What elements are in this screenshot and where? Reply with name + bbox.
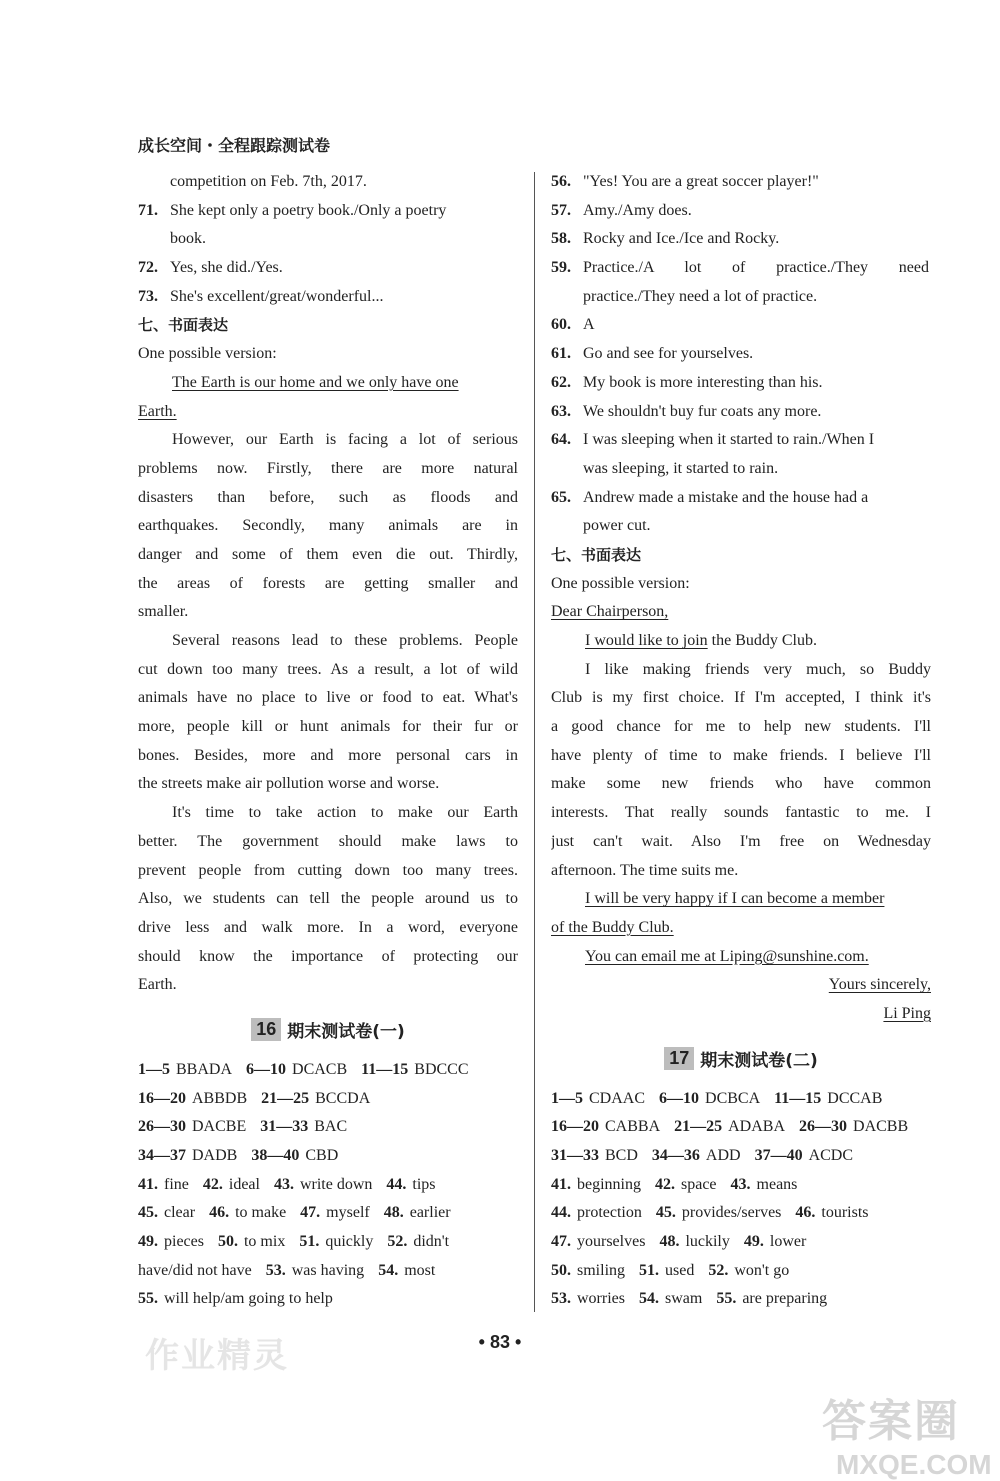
answer-row: [551, 1113, 931, 1142]
answer-line: [551, 197, 931, 226]
answer-line: [138, 225, 518, 254]
left-column: [138, 168, 518, 1314]
answer-range: 52.: [387, 1233, 408, 1251]
answer-row: [138, 1142, 518, 1171]
answer-text: practice./They need a lot of practice.: [583, 287, 818, 305]
answer-item: [655, 1171, 717, 1200]
answer-item: [387, 1228, 449, 1257]
answer-range: 31—33: [260, 1118, 309, 1136]
letter-line: make some new friends who have common: [551, 775, 931, 793]
answer-range: 44.: [551, 1204, 571, 1222]
section-number: 16: [251, 1018, 281, 1041]
answer-value: BAC: [314, 1118, 348, 1136]
possible-version: One possible version:: [551, 574, 690, 592]
essay-line: better. The government should make laws to: [138, 832, 518, 850]
answer-item: [774, 1085, 882, 1114]
answer-row: [138, 1199, 518, 1228]
answer-range: 11—15: [774, 1089, 822, 1107]
answer-range: 41.: [138, 1175, 158, 1193]
answer-range: 46.: [795, 1204, 816, 1222]
right-column: [551, 168, 931, 1314]
answer-item: [138, 1142, 237, 1171]
answer-item: [731, 1171, 798, 1200]
answer-item: [300, 1199, 370, 1228]
answer-item: [551, 1257, 625, 1286]
answer-item: [708, 1257, 789, 1286]
answer-line: [551, 225, 931, 254]
answer-row: [138, 1228, 518, 1257]
essay-title-cont: [138, 398, 518, 427]
answer-row: [138, 1113, 518, 1142]
watermark-text: 作业精灵: [145, 1336, 289, 1376]
answer-item: [639, 1257, 694, 1286]
writing-heading: 七、书面表达: [551, 545, 642, 564]
answer-item: [551, 1228, 645, 1257]
answer-item: [639, 1285, 702, 1314]
answer-range: 21—25: [674, 1118, 723, 1136]
answer-value: to make: [235, 1204, 287, 1222]
answer-row: [138, 1285, 518, 1314]
answer-row: [138, 1056, 518, 1085]
answer-range: 55.: [716, 1290, 737, 1308]
answer-item: [716, 1285, 827, 1314]
answer-item: [138, 1228, 204, 1257]
section-17-title: [551, 1041, 931, 1077]
email-text: You can email me at Liping@sunshine.com.: [585, 947, 869, 965]
sign-off-text: Yours sincerely,: [828, 976, 931, 994]
answer-range: 1—5: [138, 1060, 170, 1078]
answer-item: [203, 1171, 260, 1200]
answer-line: [551, 398, 931, 427]
answer-value: means: [756, 1175, 798, 1193]
letter-closing-cont: [551, 914, 931, 943]
letter-line: just can't wait. Also I'm free on Wednesday: [551, 832, 931, 850]
essay-line: Also, we students can tell the people around us to: [138, 890, 518, 908]
answer-item: [652, 1142, 741, 1171]
question-number: 72.: [138, 259, 158, 277]
answer-item: [378, 1257, 435, 1286]
answer-item: [674, 1113, 785, 1142]
answer-value: didn't: [413, 1233, 450, 1251]
answer-value: myself: [326, 1204, 370, 1222]
section-title-text: 期末测试卷(一): [287, 1022, 405, 1043]
essay-line: should know the importance of protecting our: [138, 947, 518, 965]
answer-text: "Yes! You are a great soccer player!": [583, 173, 819, 190]
answer-line: [138, 168, 518, 197]
answer-value: space: [681, 1175, 717, 1193]
question-number: 71.: [138, 201, 158, 219]
essay-line: the streets make air pollution worse and worse.: [138, 775, 440, 793]
answer-range: 50.: [551, 1261, 571, 1279]
answer-item: [551, 1113, 660, 1142]
answer-item: [299, 1228, 373, 1257]
answer-line: [551, 168, 931, 197]
answer-value: luckily: [685, 1233, 730, 1251]
answer-line: [551, 340, 931, 369]
answer-range: 26—30: [138, 1118, 186, 1136]
answer-range: 51.: [639, 1261, 660, 1279]
answer-text: Amy./Amy does.: [583, 201, 692, 219]
answer-range: 45.: [655, 1204, 676, 1222]
answer-value: CDAAC: [589, 1089, 646, 1107]
answer-text: She kept only a poetry book./Only a poetry: [170, 201, 447, 219]
answer-value: BDCCC: [414, 1060, 469, 1078]
question-number: 56.: [551, 173, 571, 190]
email-line: [551, 943, 931, 972]
essay-line: animals have no place to live or food to eat. What's: [138, 689, 518, 707]
answer-text: My book is more interesting than his.: [583, 373, 823, 391]
essay-line: prevent people from cutting down too many trees.: [138, 861, 518, 879]
answer-value: ABBDB: [192, 1089, 248, 1107]
answer-range: 1—5: [551, 1089, 583, 1107]
answer-item: [659, 1228, 729, 1257]
answer-text: I was sleeping when it started to rain./When I: [583, 431, 875, 449]
answer-range: 6—10: [659, 1089, 700, 1107]
letter-opening-rest: the Buddy Club.: [707, 632, 817, 649]
answer-range: 48.: [383, 1204, 404, 1222]
answer-item: [755, 1142, 853, 1171]
essay-line: more, people kill or hunt animals for their fur or: [138, 718, 518, 736]
signature-text: Li Ping: [883, 1004, 931, 1022]
answer-value: was having: [291, 1261, 365, 1279]
answer-range: 45.: [138, 1204, 158, 1222]
answer-value: swam: [664, 1290, 703, 1308]
answer-value: clear: [164, 1204, 196, 1222]
answer-value: have/did not have: [138, 1261, 252, 1279]
letter-line: Club is my first choice. If I'm accepted, I think it's: [551, 689, 931, 707]
essay-line: drive less and walk more. In a word, everyone: [138, 918, 518, 936]
logo-text: 答案圈: [822, 1396, 960, 1447]
answer-value: DCACB: [292, 1060, 348, 1078]
answer-value: ADABA: [728, 1118, 786, 1136]
answer-item: [361, 1056, 468, 1085]
question-number: 60.: [551, 316, 571, 334]
salutation: [551, 598, 931, 627]
answer-range: 16—20: [551, 1118, 599, 1136]
section-title-text: 期末测试卷(二): [700, 1051, 818, 1072]
answer-value: yourselves: [577, 1233, 646, 1251]
answer-item: [138, 1199, 195, 1228]
answer-range: 54.: [378, 1261, 399, 1279]
answer-line: [551, 512, 931, 541]
answer-item: [138, 1113, 246, 1142]
answer-value: fine: [164, 1175, 189, 1193]
question-number: 63.: [551, 402, 571, 420]
answer-item: [266, 1257, 364, 1286]
essay-title: [138, 369, 518, 398]
answer-value: DCCAB: [827, 1089, 883, 1107]
answer-row: [138, 1085, 518, 1114]
answer-value: CABBA: [605, 1118, 661, 1136]
answer-item: [138, 1085, 247, 1114]
essay-line: cut down too many trees. As a result, a lot of wild: [138, 660, 518, 678]
answer-line: [551, 484, 931, 513]
answer-item: [744, 1228, 806, 1257]
answer-item: [386, 1171, 435, 1200]
question-number: 62.: [551, 373, 571, 391]
essay-line: the areas of forests are getting smaller and: [138, 574, 518, 592]
answer-range: 48.: [659, 1233, 680, 1251]
essay-line: However, our Earth is facing a lot of serious: [172, 431, 518, 449]
page-number: • 83 •: [478, 1332, 522, 1352]
answer-range: 53.: [265, 1261, 286, 1279]
answer-value: DADB: [192, 1147, 238, 1164]
answer-item: [138, 1056, 232, 1085]
book-header: 成长空间・全程跟踪测试卷: [138, 136, 331, 155]
answer-range: 42.: [202, 1175, 223, 1193]
answer-value: BCD: [605, 1147, 638, 1164]
answer-value: provides/serves: [681, 1204, 782, 1222]
answer-item: [551, 1285, 625, 1314]
answer-value: DACBE: [192, 1118, 247, 1136]
letter-opening-ul: I would like to join: [585, 632, 708, 649]
answer-range: 6—10: [246, 1060, 287, 1078]
closing-text: of the Buddy Club.: [551, 918, 674, 936]
answer-row: [551, 1285, 931, 1314]
answer-value: BCCDA: [315, 1089, 371, 1107]
answer-range: 55.: [138, 1290, 158, 1308]
answer-range: 44.: [386, 1175, 407, 1193]
answer-item: [384, 1199, 451, 1228]
answer-item: [659, 1085, 760, 1114]
answer-text: competition on Feb. 7th, 2017.: [170, 173, 367, 190]
answer-text: A: [583, 316, 595, 334]
answer-range: 41.: [551, 1175, 571, 1193]
answer-item: [260, 1113, 347, 1142]
answer-range: 43.: [273, 1175, 294, 1193]
answer-text: Rocky and Ice./Ice and Rocky.: [583, 230, 780, 248]
answer-item: [218, 1228, 285, 1257]
essay-line: bones. Besides, more and more personal cars in: [138, 746, 518, 764]
answer-range: 37—40: [754, 1147, 803, 1164]
answer-value: worries: [577, 1290, 625, 1308]
site-logo: [822, 1385, 992, 1481]
section-number: 17: [664, 1047, 694, 1070]
answer-item: [138, 1285, 333, 1314]
answer-range: 51.: [299, 1233, 320, 1251]
answer-range: 52.: [708, 1261, 729, 1279]
answer-item: [551, 1085, 645, 1114]
answer-value: beginning: [577, 1175, 641, 1193]
answer-value: CBD: [305, 1147, 339, 1164]
answer-range: 54.: [638, 1290, 659, 1308]
answer-value: earlier: [409, 1204, 451, 1222]
answer-text: Yes, she did./Yes.: [170, 259, 283, 277]
signature: [551, 1000, 931, 1029]
letter-line: I like making friends very much, so Buddy: [585, 660, 931, 678]
answer-line: [138, 197, 518, 226]
answer-row: [551, 1142, 931, 1171]
answer-row: [551, 1228, 931, 1257]
question-number: 58.: [551, 230, 571, 248]
answer-range: 49.: [743, 1233, 764, 1251]
answer-range: 47.: [300, 1204, 321, 1222]
answer-range: 46.: [209, 1204, 230, 1222]
answer-row: [551, 1199, 931, 1228]
answer-line: [551, 426, 931, 455]
answer-range: 47.: [551, 1233, 571, 1251]
answer-row: [551, 1257, 931, 1286]
answer-item: [209, 1199, 286, 1228]
essay-line: Earth.: [138, 976, 177, 994]
letter-line: afternoon. The time suits me.: [551, 861, 739, 879]
answer-item: [551, 1199, 642, 1228]
answer-item: [246, 1056, 347, 1085]
logo-url: MXQE.COM: [836, 1449, 992, 1480]
answer-item: [795, 1199, 868, 1228]
question-number: 59.: [551, 259, 571, 277]
letter-line: a good chance for me to help new students. I'll: [551, 718, 931, 736]
essay-title-text: Earth.: [138, 402, 177, 420]
answer-item: [261, 1085, 370, 1114]
answer-range: 43.: [730, 1175, 751, 1193]
essay-line: smaller.: [138, 603, 189, 621]
answer-range: 53.: [551, 1290, 571, 1308]
answer-range: 38—40: [251, 1147, 300, 1164]
answer-value: to mix: [243, 1233, 286, 1251]
answer-value: are preparing: [742, 1290, 828, 1308]
answer-item: [799, 1113, 908, 1142]
question-number: 73.: [138, 287, 158, 305]
answer-item: [138, 1171, 189, 1200]
answer-value: protection: [577, 1204, 642, 1222]
answer-range: 50.: [217, 1233, 238, 1251]
answer-text: We shouldn't buy fur coats any more.: [583, 402, 822, 420]
answer-value: pieces: [164, 1233, 204, 1251]
answer-value: ADD: [705, 1147, 741, 1164]
question-number: 61.: [551, 345, 571, 363]
answer-row: [138, 1171, 518, 1200]
answer-text: Andrew made a mistake and the house had a: [583, 488, 869, 506]
answer-line: [551, 283, 931, 312]
answer-range: 31—33: [551, 1147, 599, 1164]
answer-row: [138, 1257, 518, 1286]
answer-value: used: [665, 1261, 695, 1279]
answer-value: most: [404, 1261, 436, 1279]
answer-range: 16—20: [138, 1089, 186, 1107]
letter-opening: [551, 627, 931, 656]
essay-line: danger and some of them even die out. Thirdly,: [138, 545, 518, 563]
answer-value: ideal: [228, 1175, 260, 1193]
answer-text: Go and see for yourselves.: [583, 345, 754, 363]
question-number: 64.: [551, 431, 571, 449]
answer-item: [551, 1142, 638, 1171]
possible-version: One possible version:: [138, 345, 277, 363]
answer-range: 11—15: [361, 1060, 409, 1078]
answer-line: [551, 311, 931, 340]
answer-value: BBADA: [176, 1060, 233, 1078]
answer-item: [656, 1199, 782, 1228]
question-number: 65.: [551, 488, 571, 506]
section-16-title: [138, 1012, 518, 1048]
letter-line: interests. That really sounds fantastic to me. I: [551, 804, 931, 822]
writing-heading: 七、书面表达: [138, 316, 229, 335]
answer-value: smiling: [577, 1261, 626, 1279]
answer-line: [138, 283, 518, 312]
essay-line: disasters than before, such as floods and: [138, 488, 518, 506]
essay-title-text: The Earth is our home and we only have one: [172, 373, 459, 391]
answer-text: book.: [170, 230, 206, 248]
essay-line: earthquakes. Secondly, many animals are in: [138, 517, 518, 535]
answer-text: She's excellent/great/wonderful...: [170, 287, 384, 305]
sign-off: [551, 971, 931, 1000]
answer-range: 42.: [655, 1175, 675, 1193]
answer-value: won't go: [734, 1261, 790, 1279]
answer-range: 34—36: [651, 1147, 700, 1164]
salutation-text: Dear Chairperson,: [551, 603, 669, 621]
answer-line: [138, 254, 518, 283]
answer-value: DACBB: [853, 1118, 909, 1136]
answer-text: power cut.: [583, 517, 651, 535]
answer-text: was sleeping, it started to rain.: [583, 459, 779, 477]
question-number: 57.: [551, 201, 571, 219]
answer-value: DCBCA: [705, 1089, 761, 1107]
column-divider: [534, 172, 535, 1312]
essay-line: problems now. Firstly, there are more natural: [138, 459, 518, 477]
answer-value: quickly: [325, 1233, 374, 1251]
letter-line: have plenty of time to make friends. I believe I'll: [551, 746, 931, 764]
closing-text: I will be very happy if I can become a member: [585, 890, 885, 908]
answer-range: 26—30: [799, 1118, 848, 1136]
letter-closing: [551, 885, 931, 914]
answer-value: will help/am going to help: [164, 1290, 333, 1308]
answer-item: [138, 1257, 252, 1286]
answer-line: [551, 254, 931, 283]
answer-value: tips: [412, 1175, 436, 1193]
answer-line: [551, 369, 931, 398]
answer-range: 49.: [138, 1233, 158, 1251]
answer-item: [551, 1171, 641, 1200]
answer-value: tourists: [821, 1204, 869, 1222]
answer-item: [251, 1142, 338, 1171]
answer-value: write down: [299, 1175, 373, 1193]
answer-range: 21—25: [261, 1089, 310, 1107]
essay-line: Several reasons lead to these problems. People: [172, 632, 518, 649]
answer-row: [551, 1085, 931, 1114]
answer-item: [274, 1171, 372, 1200]
essay-line: It's time to take action to make our Earth: [172, 804, 518, 822]
answer-value: lower: [769, 1233, 807, 1251]
answer-range: 34—37: [138, 1147, 186, 1164]
answer-value: ACDC: [808, 1147, 854, 1164]
answer-row: [551, 1171, 931, 1200]
answer-text: Practice./A lot of practice./They need: [583, 259, 929, 277]
answer-line: [551, 455, 931, 484]
